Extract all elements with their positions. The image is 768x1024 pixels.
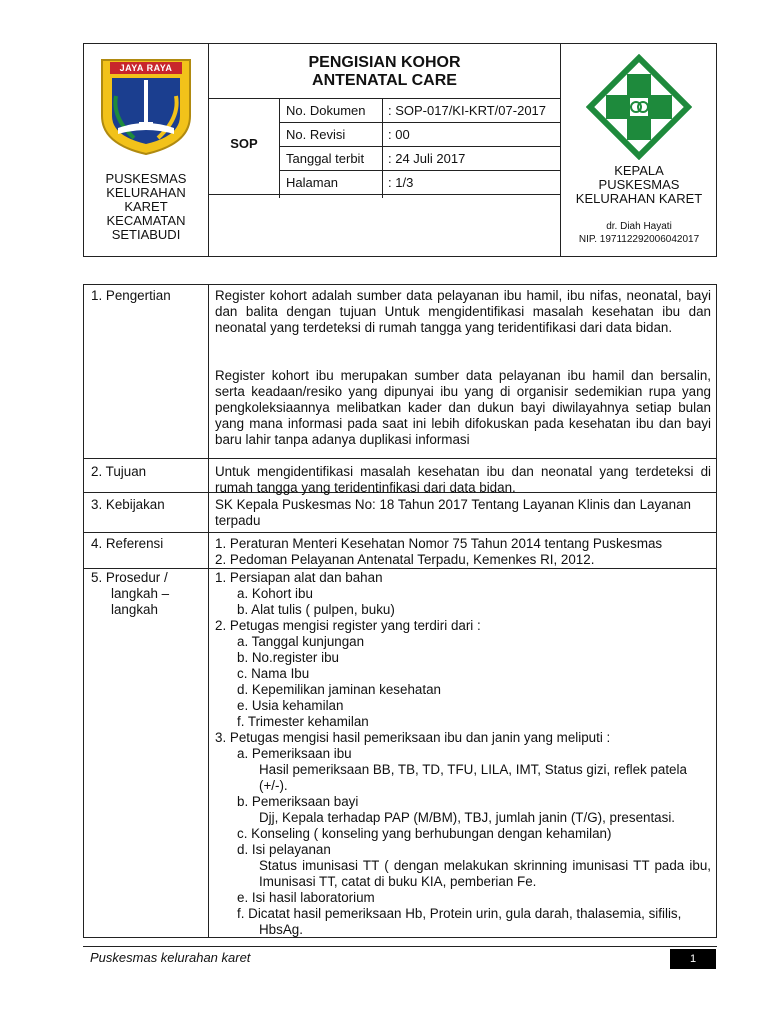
step: 3. Petugas mengisi hasil pemeriksaan ibu dan janin yang meliputi :	[215, 730, 611, 745]
field-label-dokumen: No. Dokumen	[286, 103, 366, 118]
sub-step: f. Trimester kehamilan	[237, 714, 369, 729]
prosedur-label-line: langkah	[111, 602, 158, 617]
row-label-prosedur	[91, 570, 169, 618]
sub-step: c. Konseling ( konseling yang berhubungan dengan kehamilan)	[237, 826, 612, 841]
tujuan-text: Untuk mengidentifikasi masalah kesehatan ibu dan neonatal yang terdeteksi di rumah tangga yang teridentinfikasi dari data bidan.	[215, 464, 711, 495]
kepala-line: KELURAHAN KARET	[575, 191, 703, 206]
sub-step: b. Pemeriksaan bayi	[237, 794, 359, 809]
field-value-revisi: : 00	[388, 127, 410, 142]
row-label-tujuan: 2. Tujuan	[91, 464, 147, 479]
sub-step: b. No.register ibu	[237, 650, 339, 665]
field-value-dokumen: : SOP-017/KI-KRT/07-2017	[388, 103, 547, 118]
field-label-tanggal: Tanggal terbit	[286, 151, 365, 166]
doctor-nip: NIP. 197112292006042017	[578, 234, 700, 245]
document-title	[209, 54, 560, 90]
org-line: KELURAHAN	[106, 185, 186, 200]
logo-motto: JAYA RAYA	[119, 63, 173, 73]
title-line: PENGISIAN KOHOR	[308, 54, 461, 71]
org-line: PUSKESMAS	[105, 171, 187, 186]
doctor-name: dr. Diah Hayati	[606, 221, 672, 232]
sop-label: SOP	[230, 136, 258, 151]
kepala-line: KEPALA	[614, 163, 664, 178]
sub-step-detail: Hasil pemeriksaan BB, TB, TD, TFU, LILA, IMT, Status gizi, reflek patela (+/-).	[259, 762, 687, 793]
sop-header	[83, 43, 717, 257]
sub-step: f. Dicatat hasil pemeriksaan Hb, Protein urin, gula darah, thalasemia, sifilis, HbsAg.	[237, 906, 682, 937]
footer-divider	[83, 946, 717, 947]
field-label-halaman: Halaman	[286, 175, 339, 190]
referensi-item: 1. Peraturan Menteri Kesehatan Nomor 75 Tahun 2014 tentang Puskesmas	[215, 536, 663, 551]
pengertian-paragraph-2: Register kohort ibu merupakan sumber data pelayanan ibu hamil dan bersalin, serta keadaan/resiko yang dipunyai ibu yang di organisir sedemikian rupa yang pengkoleksiaannya melibatkan kader dan dukun bayi diwilayahnya setiap bulan yang mana informasi pada saat ini lebih difokuskan pada kesehatan ibu dan bayi baru lahir tanpa adanya duplikasi informasi	[215, 368, 711, 447]
page-number: 1	[670, 949, 716, 969]
pengertian-paragraph-1: Register kohort adalah sumber data pelayanan ibu hamil, ibu nifas, neonatal, bayi dan balita dengan tujuan Untuk mengidentifikasi masalah kesehatan ibu dan neonatal yang terdeteksi di rumah tangga yang teridentifikasi dari data bidan.	[215, 288, 711, 335]
sub-step-detail: Djj, Kepala terhadap PAP (M/BM), TBJ, jumlah janin (T/G), presentasi.	[259, 810, 676, 825]
sub-step: a. Pemeriksaan ibu	[237, 746, 352, 761]
kepala-block	[561, 164, 717, 206]
step: 1. Persiapan alat dan bahan	[215, 570, 383, 585]
kepala-line: PUSKESMAS	[598, 177, 680, 192]
kebijakan-text: SK Kepala Puskesmas No: 18 Tahun 2017 Tentang Layanan Klinis dan Layanan terpadu	[215, 497, 691, 528]
field-label-revisi: No. Revisi	[286, 127, 346, 142]
sub-step: d. Kepemilikan jaminan kesehatan	[237, 682, 441, 697]
sub-step: c. Nama Ibu	[237, 666, 310, 681]
row-label-kebijakan: 3. Kebijakan	[91, 497, 165, 512]
sub-step-detail: Status imunisasi TT ( dengan melakukan skrinning imunisasi TT pada ibu, Imunisasi TT, catat di buku KIA, pemberian Fe.	[259, 858, 711, 889]
org-line: KECAMATAN	[106, 213, 186, 228]
row-label-referensi: 4. Referensi	[91, 536, 164, 551]
step: 2. Petugas mengisi register yang terdiri dari :	[215, 618, 481, 633]
sub-step: a. Kohort ibu	[237, 586, 313, 601]
prosedur-steps	[215, 570, 711, 938]
footer-org-name: Puskesmas kelurahan karet	[90, 950, 251, 965]
org-line: KARET	[124, 199, 168, 214]
puskesmas-logo	[586, 54, 692, 160]
sop-body-table	[83, 284, 717, 938]
sub-step: e. Usia kehamilan	[237, 698, 344, 713]
sub-step: e. Isi hasil laboratorium	[237, 890, 375, 905]
org-line: SETIABUDI	[111, 227, 181, 242]
jaya-raya-logo	[94, 56, 198, 156]
prosedur-label-line: 5. Prosedur /	[91, 570, 168, 585]
sub-step: b. Alat tulis ( pulpen, buku)	[237, 602, 395, 617]
title-line: ANTENATAL CARE	[312, 72, 457, 89]
prosedur-label-line: langkah –	[111, 586, 170, 601]
sub-step: d. Isi pelayanan	[237, 842, 331, 857]
field-value-tanggal: : 24 Juli 2017	[388, 151, 466, 166]
referensi-item: 2. Pedoman Pelayanan Antenatal Terpadu, Kemenkes RI, 2012.	[215, 552, 595, 567]
sub-step: a. Tanggal kunjungan	[237, 634, 365, 649]
field-value-halaman: : 1/3	[388, 175, 414, 190]
row-label-pengertian: 1. Pengertian	[91, 288, 171, 303]
org-name	[84, 172, 208, 242]
